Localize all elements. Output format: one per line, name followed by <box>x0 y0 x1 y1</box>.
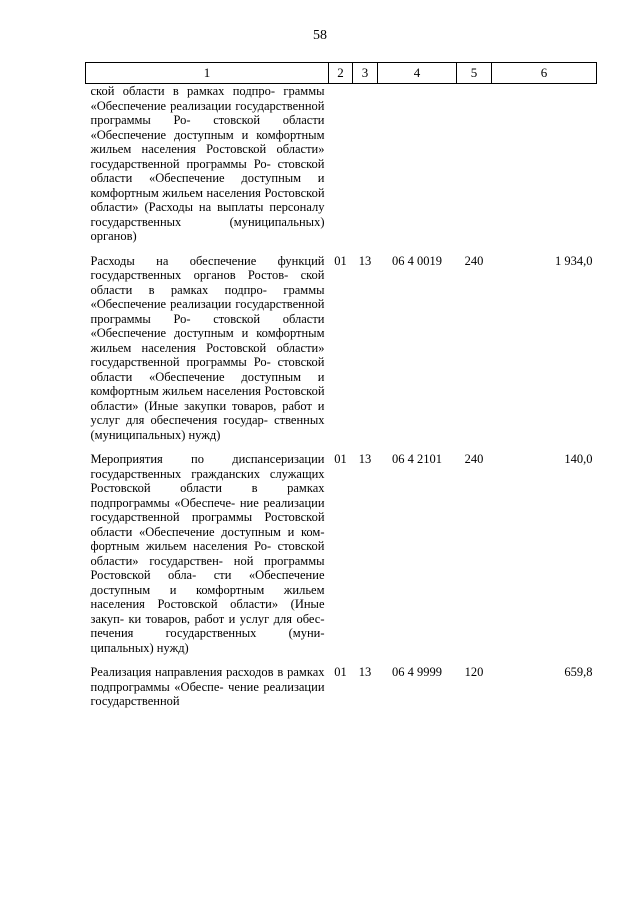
table-row <box>86 452 597 655</box>
row-subsection-code <box>353 84 378 244</box>
table-body <box>86 84 597 709</box>
description-line: населения Ростовской области» <box>90 384 325 413</box>
row-target-article: 06 4 2101 <box>392 452 442 466</box>
description-line: государственной программы Ро- <box>90 355 271 369</box>
row-spacer <box>86 442 597 452</box>
description-line: (Расходы на выплаты персоналу <box>144 200 325 214</box>
description-line: чение реализации государственной <box>90 679 325 708</box>
description-line: граммы «Обеспечение реализации <box>90 282 325 311</box>
description-line: граммы «Обеспечение реализации <box>90 84 325 113</box>
row-spacer <box>86 655 597 665</box>
row-section-code: 01 <box>334 452 347 466</box>
row-spacer <box>86 244 597 254</box>
description-line: населения Ростовской области» <box>141 142 325 156</box>
description-line: стовской области «Обеспечение <box>90 156 325 185</box>
description-line: Мероприятия по диспансеризации <box>90 452 325 466</box>
table-header <box>86 63 597 84</box>
row-description <box>86 665 329 709</box>
row-spacer-cell <box>86 442 597 452</box>
description-line: (Иные закупки товаров, работ и <box>144 398 325 413</box>
header-col-5: 5 <box>457 63 492 84</box>
row-spacer-cell <box>86 655 597 665</box>
description-line: услуг для обеспечения государ- <box>90 413 268 427</box>
description-line: программы Ростовской области <box>90 510 325 539</box>
row-amount: 1 934,0 <box>555 253 593 268</box>
description-line: государственных гражданских <box>90 466 260 481</box>
budget-table <box>85 62 597 709</box>
description-line: Расходы на обеспечение функций <box>90 253 325 268</box>
description-line: доступным и комфортным жильем <box>90 326 325 355</box>
table-row <box>86 84 597 244</box>
description-line: «Обеспечение доступным и ком- <box>138 524 325 539</box>
row-target-article: 06 4 9999 <box>392 665 442 679</box>
description-line: государственной программы Ро- <box>90 156 271 171</box>
description-line: сти «Обеспечение доступным и <box>90 568 325 597</box>
row-subsection-code: 13 <box>358 665 372 679</box>
description-line: доступным и комфортным жильем <box>90 171 325 200</box>
description-line: служащих Ростовской области в <box>90 466 325 495</box>
header-row <box>86 63 597 84</box>
header-col-2: 2 <box>329 63 353 84</box>
description-line: доступным и комфортным жильем <box>90 127 325 156</box>
description-line: Ростовской области» (Иные закуп- <box>90 597 325 626</box>
description-line: стовской области «Обеспечение <box>90 113 325 142</box>
description-line: населения Ростовской области» <box>90 185 325 214</box>
row-description <box>86 452 329 655</box>
row-section-code: 01 <box>334 665 347 679</box>
description-line: печения государственных (муни- <box>90 626 325 640</box>
description-line: государственных органов Ростов- <box>90 268 289 282</box>
description-line: ки товаров, работ и услуг для обес- <box>128 611 325 626</box>
description-line: Реализация направления расходов <box>90 665 274 679</box>
description-line: стовской области» государствен- <box>90 539 325 568</box>
description-line: ной программы Ростовской обла- <box>90 553 325 582</box>
row-spacer-cell <box>86 244 597 254</box>
description-line: фортным жильем населения Ро- <box>90 539 272 553</box>
row-target-article <box>378 84 457 244</box>
description-line: стовской области «Обеспечение <box>90 311 325 340</box>
row-amount: 140,0 <box>564 452 593 466</box>
row-amount: 659,8 <box>564 665 593 679</box>
description-line: комфортным жильем населения <box>90 582 325 611</box>
description-line: рамках подпрограммы «Обеспече- <box>90 481 325 510</box>
header-col-6: 6 <box>492 63 597 84</box>
row-subsection-code: 13 <box>358 253 372 268</box>
row-section-code <box>329 84 353 244</box>
description-line: ние реализации государственной <box>90 495 325 524</box>
description-line: в рамках подпрограммы «Обеспе- <box>90 665 325 694</box>
row-description <box>86 84 329 244</box>
page-number: 58 <box>313 28 327 43</box>
description-line: населения Ростовской области» <box>141 340 325 355</box>
header-col-3: 3 <box>353 63 378 84</box>
description-line: стовской области «Обеспечение <box>90 355 325 384</box>
description-line: доступным и комфортным жильем <box>90 369 325 398</box>
description-line: ципальных) нужд) <box>90 640 189 655</box>
row-expense-type: 240 <box>464 452 484 466</box>
row-expense-type <box>457 84 492 244</box>
table-row <box>86 665 597 709</box>
row-subsection-code: 13 <box>358 452 372 466</box>
row-expense-type: 240 <box>464 253 484 268</box>
row-section-code: 01 <box>334 253 347 268</box>
row-target-article: 06 4 0019 <box>392 253 442 268</box>
row-expense-type: 120 <box>464 665 484 679</box>
description-line: ской области в рамках подпро- <box>90 268 325 297</box>
header-col-1: 1 <box>86 63 329 84</box>
row-amount <box>492 84 597 244</box>
row-description <box>86 254 329 443</box>
header-col-4: 4 <box>378 63 457 84</box>
description-line: государственной программы Ро- <box>90 297 325 326</box>
description-line: ской области в рамках подпро- <box>90 84 276 98</box>
table-row <box>86 254 597 443</box>
description-line: ственных (муниципальных) нужд) <box>90 413 325 442</box>
description-line: органов) <box>90 229 137 243</box>
description-line: государственных (муниципальных) <box>90 214 325 229</box>
description-line: государственной программы Ро- <box>90 98 325 127</box>
